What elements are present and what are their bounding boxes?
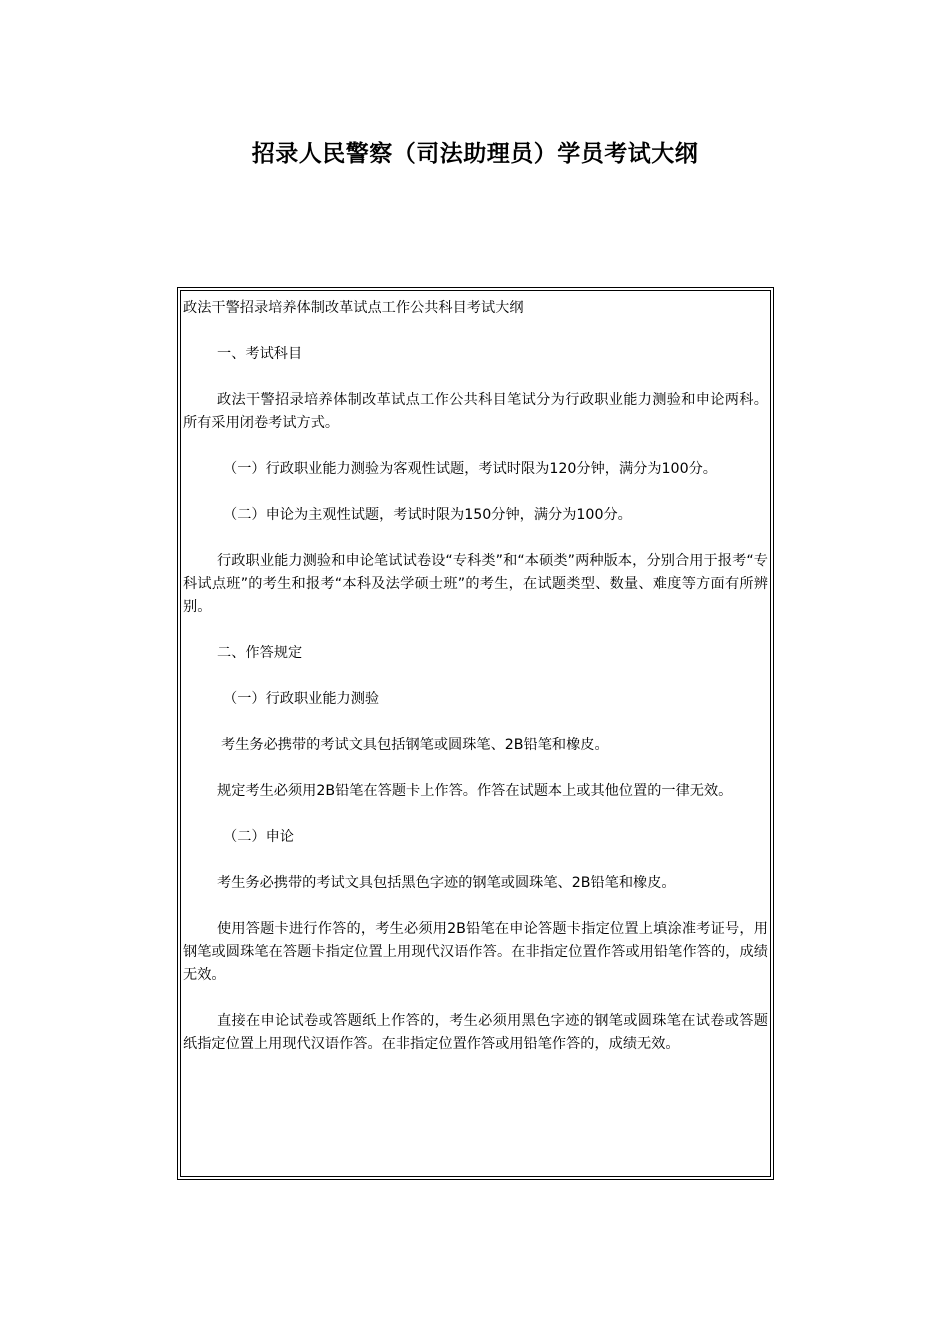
document-title: 招录人民警察（司法助理员）学员考试大纲 — [251, 141, 699, 167]
paragraph-aptitude-test: （一）行政职业能力测验为客观性试题，考试时限为120分钟，满分为100分。 — [223, 461, 717, 477]
content-box-inner — [180, 290, 771, 1177]
paragraph-essay-answer-card: 使用答题卡进行作答的，考生必须用2B铅笔在申论答题卡指定位置上填涂准考证号，用钢笔或圆珠笔在答题卡指定位置上用现代汉语作答。在非指定位置作答或用铅笔作答的，成绩无效。 — [183, 921, 768, 983]
section-heading-subjects: 一、考试科目 — [217, 346, 303, 362]
section-heading-rules: 二、作答规定 — [217, 645, 303, 661]
paragraph-aptitude-answering: 规定考生必须用2B铅笔在答题卡上作答。作答在试题本上或其他位置的一律无效。 — [217, 783, 733, 799]
subsection-heading-aptitude: （一）行政职业能力测验 — [223, 691, 380, 707]
paragraph-aptitude-supplies: 考生务必携带的考试文具包括钢笔或圆珠笔、2B铅笔和橡皮。 — [221, 737, 609, 753]
content-box — [177, 287, 774, 1180]
paragraph-essay-answer-paper: 直接在申论试卷或答题纸上作答的，考生必须用黑色字迹的钢笔或圆珠笔在试卷或答题纸指定位置上用现代汉语作答。在非指定位置作答或用铅笔作答的，成绩无效。 — [183, 1013, 768, 1052]
paragraph-essay-supplies: 考生务必携带的考试文具包括黑色字迹的钢笔或圆珠笔、2B铅笔和橡皮。 — [217, 875, 676, 891]
box-heading: 政法干警招录培养体制改革试点工作公共科目考试大纲 — [183, 300, 524, 316]
paragraph-essay-test: （二）申论为主观性试题，考试时限为150分钟，满分为100分。 — [223, 507, 632, 523]
paragraph-versions: 行政职业能力测验和申论笔试试卷设“专科类”和“本硕类”两种版本，分别合用于报考“专科试点班”的考生和报考“本科及法学硕士班”的考生，在试题类型、数量、难度等方面有所辨别。 — [183, 553, 768, 615]
subsection-heading-essay: （二）申论 — [223, 829, 294, 845]
paragraph-subjects-intro: 政法干警招录培养体制改革试点工作公共科目笔试分为行政职业能力测验和申论两科。所有采用闭卷考试方式。 — [183, 392, 768, 431]
